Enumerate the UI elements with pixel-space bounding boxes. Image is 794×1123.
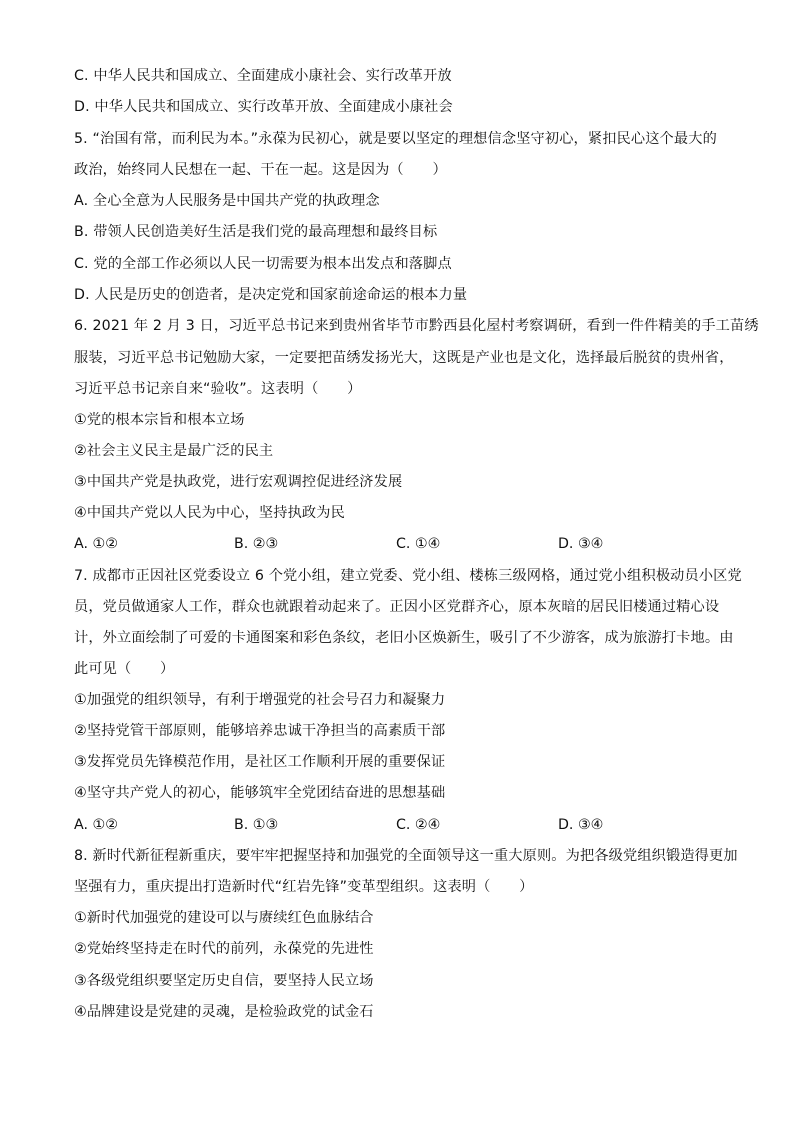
q5-stem-line-2: 政治，始终同人民想在一起、干在一起。这是因为（ ） [74, 162, 447, 178]
q8-stem-line-2: 坚强有力，重庆提出打造新时代“红岩先锋”变革型组织。这表明（ ） [74, 879, 534, 895]
q7-option-c: C. ②④ [396, 817, 441, 833]
q5-option-b: B. 带领人民创造美好生活是我们党的最高理想和最终目标 [74, 224, 438, 240]
q7-stem-line-2: 员，党员做通家人工作，群众也就跟着动起来了。正因小区党群齐心，原本灰暗的居民旧楼通过精心设 [74, 599, 720, 615]
q8-statement-2: ②党始终坚持走在时代的前列，永葆党的先进性 [74, 941, 374, 957]
q6-stem-line-3: 习近平总书记亲自来“验收”。这表明（ ） [74, 381, 362, 397]
q5-option-a: A. 全心全意为人民服务是中国共产党的执政理念 [74, 193, 380, 209]
q6-statement-2: ②社会主义民主是最广泛的民主 [74, 443, 274, 459]
q7-stem-line-3: 计，外立面绘制了可爱的卡通图案和彩色条纹，老旧小区焕新生，吸引了不少游客，成为旅游打卡地。由 [74, 630, 734, 646]
q6-stem-line-1: 6. 2021 年 2 月 3 日，习近平总书记来到贵州省毕节市黔西县化屋村考察调研，看到一件件精美的手工苗绣 [74, 318, 759, 334]
q6-options [74, 534, 714, 554]
q4-option-d: D. 中华人民共和国成立、实行改革开放、全面建成小康社会 [74, 99, 453, 115]
q8-statement-4: ④品牌建设是党建的灵魂，是检验政党的试金石 [74, 1004, 374, 1020]
q6-stem-line-2: 服装，习近平总书记勉励大家，一定要把苗绣发扬光大，这既是产业也是文化，选择最后脱贫的贵州省， [74, 350, 734, 366]
q7-options [74, 815, 714, 835]
q5-stem-line-1: 5. “治国有常，而利民为本。”永葆为民初心，就是要以坚定的理想信念坚守初心，紧扣民心这个最大的 [74, 131, 717, 147]
q5-option-c: C. 党的全部工作必须以人民一切需要为根本出发点和落脚点 [74, 256, 452, 272]
q6-option-b: B. ②③ [234, 536, 279, 552]
q7-option-d: D. ③④ [558, 817, 604, 833]
q6-statement-1: ①党的根本宗旨和根本立场 [74, 412, 245, 428]
q6-statement-4: ④中国共产党以人民为中心，坚持执政为民 [74, 505, 345, 521]
q8-statement-1: ①新时代加强党的建设可以与赓续红色血脉结合 [74, 910, 374, 926]
q7-option-a: A. ①② [74, 817, 118, 833]
q4-option-c: C. 中华人民共和国成立、全面建成小康社会、实行改革开放 [74, 68, 452, 84]
q7-statement-4: ④坚守共产党人的初心，能够筑牢全党团结奋进的思想基础 [74, 785, 446, 801]
q6-option-d: D. ③④ [558, 536, 604, 552]
q7-option-b: B. ①③ [234, 817, 279, 833]
q8-stem-line-1: 8. 新时代新征程新重庆，要牢牢把握坚持和加强党的全面领导这一重大原则。为把各级党组织锻造得更加 [74, 848, 738, 864]
q7-stem-line-1: 7. 成都市正因社区党委设立 6 个党小组，建立党委、党小组、楼栋三级网格，通过党小组积极动员小区党 [74, 568, 742, 584]
q8-statement-3: ③各级党组织要坚定历史自信，要坚持人民立场 [74, 973, 374, 989]
q6-statement-3: ③中国共产党是执政党，进行宏观调控促进经济发展 [74, 474, 403, 490]
q7-statement-3: ③发挥党员先锋模范作用，是社区工作顺利开展的重要保证 [74, 754, 446, 770]
q5-option-d: D. 人民是历史的创造者，是决定党和国家前途命运的根本力量 [74, 287, 468, 303]
q6-option-a: A. ①② [74, 536, 118, 552]
q7-stem-line-4: 此可见（ ） [74, 661, 175, 677]
q6-option-c: C. ①④ [396, 536, 441, 552]
q7-statement-1: ①加强党的组织领导，有利于增强党的社会号召力和凝聚力 [74, 692, 446, 708]
q7-statement-2: ②坚持党管干部原则，能够培养忠诚干净担当的高素质干部 [74, 723, 446, 739]
